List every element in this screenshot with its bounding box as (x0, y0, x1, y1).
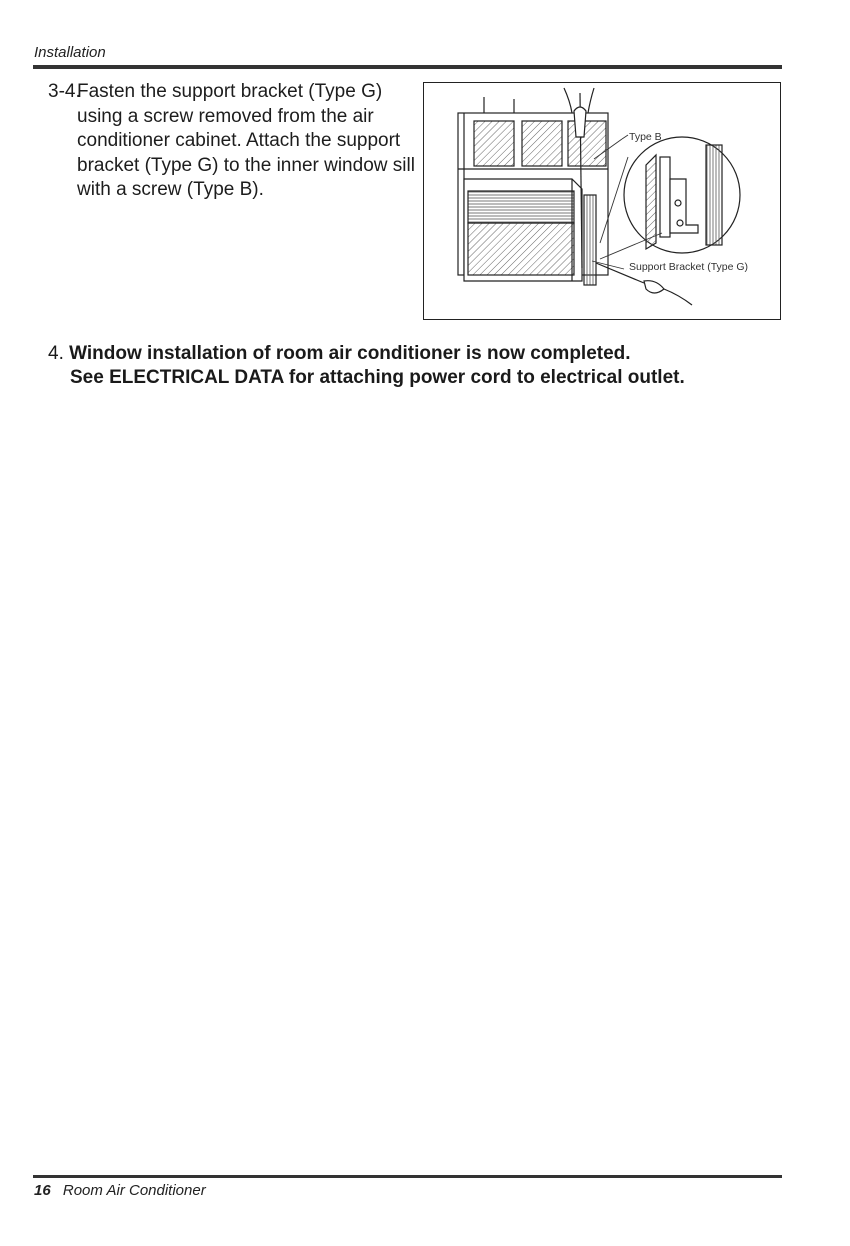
final-step-line2: See ELECTRICAL DATA for attaching power cord to electrical outlet. (70, 367, 685, 388)
detail-magnifier (624, 137, 740, 253)
header-rule (33, 65, 782, 69)
air-conditioner-unit (464, 179, 596, 285)
manual-title: Room Air Conditioner (62, 1182, 206, 1199)
final-step-line1: Window installation of room air conditioner is now completed. (69, 343, 631, 364)
installation-figure (423, 82, 781, 320)
label-type-b: Type B (629, 131, 662, 143)
step-number: 3-4. (48, 81, 81, 102)
footer-rule (33, 1175, 782, 1178)
page-footer (34, 1182, 206, 1199)
step-3-4 (48, 80, 428, 203)
page-number: 16 (34, 1182, 51, 1199)
section-label: Installation (34, 44, 106, 61)
window-ac-illustration (424, 83, 780, 319)
step-text: Fasten the support bracket (Type G) using a screw removed from the air conditioner cabinet. Attach the support bracket (Type G) to the inner window sill with a screw (Type B). (77, 81, 415, 200)
final-step-number: 4. (48, 343, 64, 364)
final-step (48, 342, 808, 390)
label-support-bracket: Support Bracket (Type G) (629, 261, 749, 273)
